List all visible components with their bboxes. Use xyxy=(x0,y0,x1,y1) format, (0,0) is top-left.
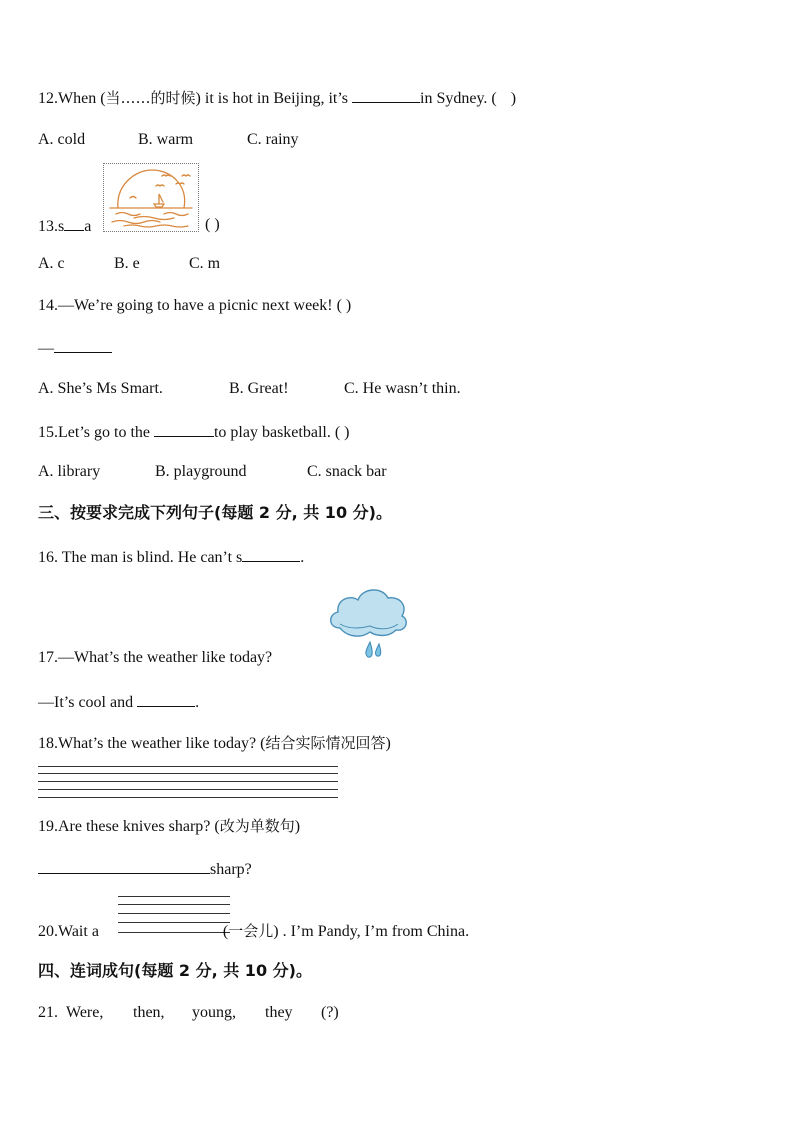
question-17: 17.—What’s the weather like today? xyxy=(38,649,273,666)
q12-option-a[interactable]: A. cold xyxy=(38,131,86,148)
q21-number: 21. xyxy=(38,1004,58,1021)
question-20: 20.Wait a (一会儿) . I’m Pandy, I’m from China. xyxy=(38,922,470,940)
q13-option-c[interactable]: C. m xyxy=(189,255,221,272)
q21-word: young, xyxy=(192,1004,236,1021)
section-4-heading: 四、连词成句(每题 2 分, 共 10 分)。 xyxy=(38,961,312,980)
q15-option-a[interactable]: A. library xyxy=(38,463,101,480)
q17-reply: —It’s cool and . xyxy=(38,691,199,713)
answer-blank[interactable] xyxy=(54,337,112,353)
answer-blank[interactable] xyxy=(242,546,300,562)
sunset-icon xyxy=(104,164,198,231)
q14-option-b[interactable]: B. Great! xyxy=(229,380,289,397)
question-12: 12.When (当……的时候) it is hot in Beijing, it’s in Sydney. ( ) xyxy=(38,89,517,107)
sunset-picture xyxy=(103,163,199,232)
q21-word: they xyxy=(265,1004,293,1021)
question-14: 14.—We’re going to have a picnic next week! ( ) xyxy=(38,297,352,314)
rain-cloud-icon xyxy=(326,584,410,664)
q21-word: then, xyxy=(133,1004,165,1021)
question-13: 13.s a xyxy=(38,215,91,237)
answer-blank[interactable] xyxy=(38,858,210,874)
question-16: 16. The man is blind. He can’t s . xyxy=(38,546,304,568)
question-18: 18.What’s the weather like today? (结合实际情况回答) xyxy=(38,734,391,752)
q15-option-c[interactable]: C. snack bar xyxy=(307,463,387,480)
q14-option-c[interactable]: C. He wasn’t thin. xyxy=(344,380,461,397)
rain-cloud-picture xyxy=(326,584,410,664)
q13-option-b[interactable]: B. e xyxy=(114,255,140,272)
section-3-heading: 三、按要求完成下列句子(每题 2 分, 共 10 分)。 xyxy=(38,503,392,522)
q14-reply: — xyxy=(38,337,112,359)
q12-option-c[interactable]: C. rainy xyxy=(247,131,299,148)
q21-word: Were, xyxy=(66,1004,104,1021)
answer-blank[interactable] xyxy=(352,87,420,103)
q13-answer-paren[interactable]: ( ) xyxy=(205,216,220,233)
q21-word: (?) xyxy=(321,1004,339,1021)
question-19: 19.Are these knives sharp? (改为单数句) xyxy=(38,817,301,835)
q19-answer: sharp? xyxy=(38,858,252,880)
question-15: 15.Let’s go to the to play basketball. ( ) xyxy=(38,421,350,443)
q14-option-a[interactable]: A. She’s Ms Smart. xyxy=(38,380,163,397)
answer-blank[interactable] xyxy=(154,421,214,437)
q15-option-b[interactable]: B. playground xyxy=(155,463,247,480)
q12-option-b[interactable]: B. warm xyxy=(138,131,194,148)
answer-blank[interactable] xyxy=(64,215,84,231)
q13-option-a[interactable]: A. c xyxy=(38,255,65,272)
answer-blank[interactable] xyxy=(137,691,195,707)
